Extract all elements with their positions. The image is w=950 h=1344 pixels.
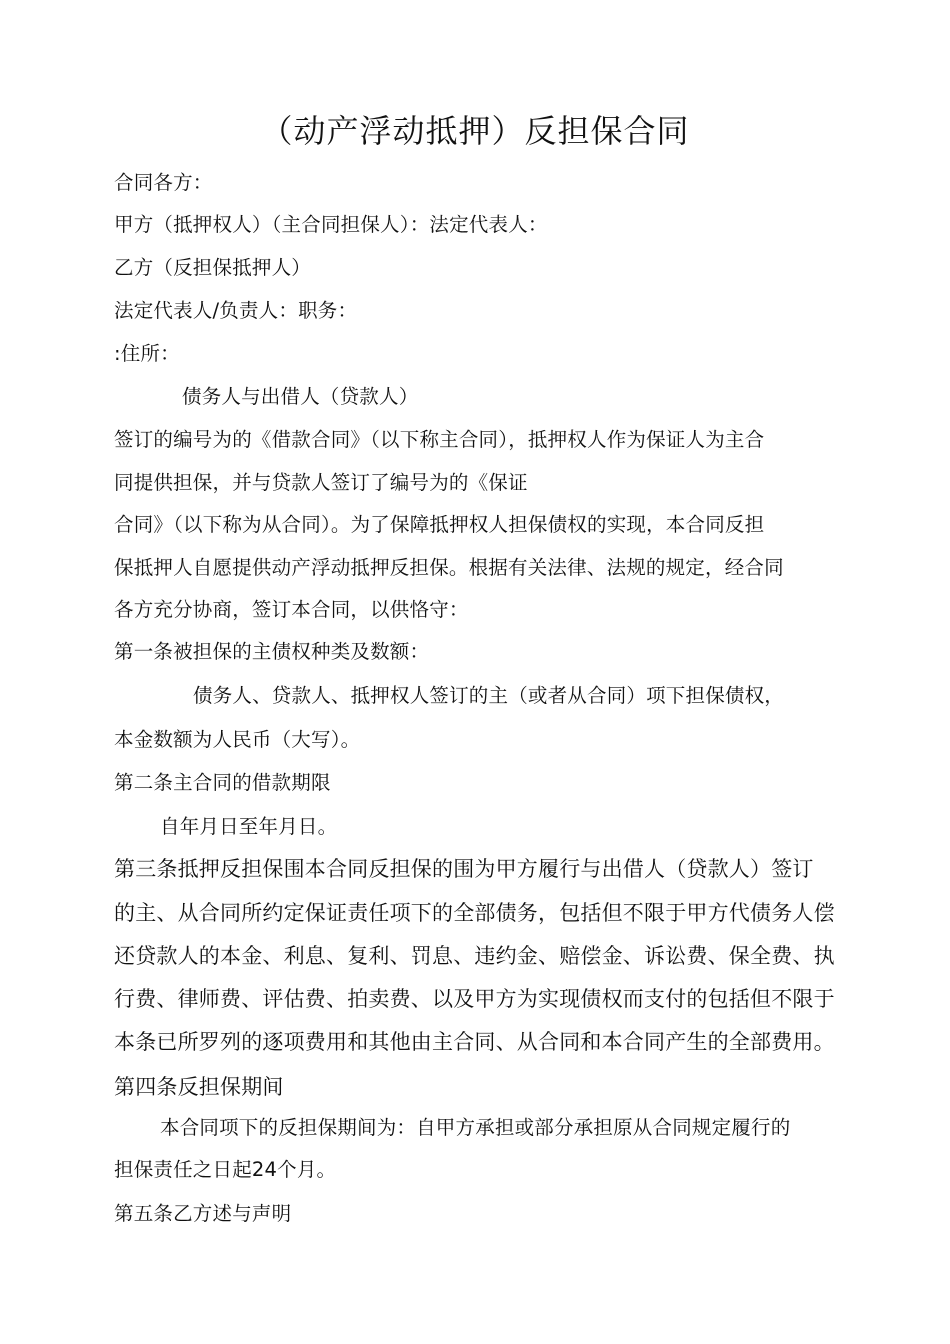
- paragraph-line: 自年月日至年月日。: [160, 815, 338, 838]
- article-1-heading: 第一条被担保的主债权种类及数额：: [114, 640, 430, 663]
- line-address: :住所：: [114, 342, 180, 365]
- paragraph-line: 合同》（以下称为从合同）。为了保障抵押权人担保债权的实现，本合同反担: [114, 513, 765, 536]
- line-representative: 法定代表人/负责人：职务：: [114, 299, 358, 322]
- paragraph-line: 签订的编号为的《借款合同》（以下称主合同），抵押权人作为保证人为主合: [114, 428, 765, 451]
- article-4-heading: 第四条反担保期间: [114, 1075, 284, 1099]
- line-debtor: 债务人与出借人（贷款人）: [182, 385, 419, 408]
- paragraph-line: 各方充分协商，签订本合同，以供恪守：: [114, 598, 469, 621]
- line-party-a: 甲方（抵押权人）（主合同担保人）：法定代表人：: [114, 213, 548, 236]
- paragraph-line: 行费、律师费、评估费、拍卖费、以及甲方为实现债权而支付的包括但不限于: [114, 987, 835, 1011]
- article-3-heading: 第三条抵押反担保围本合同反担保的围为甲方履行与出借人（贷款人）签订: [114, 857, 814, 881]
- paragraph-line: 本合同项下的反担保期间为：自甲方承担或部分承担原从合同规定履行的: [160, 1116, 791, 1139]
- paragraph-line: 的主、从合同所约定保证责任项下的全部债务，包括但不限于甲方代债务人偿: [114, 901, 835, 925]
- line-parties: 合同各方：: [114, 171, 213, 194]
- paragraph-line: 本条已所罗列的逐项费用和其他由主合同、从合同和本合同产生的全部费用。: [114, 1030, 835, 1054]
- paragraph-line: 保抵押人自愿提供动产浮动抵押反担保。根据有关法律、法规的规定，经合同: [114, 556, 784, 579]
- paragraph-line: 还贷款人的本金、利息、复利、罚息、违约金、赔偿金、诉讼费、保全费、执: [114, 944, 835, 968]
- paragraph-line: 本金数额为人民币（大写）。: [114, 728, 361, 751]
- paragraph-line: 同提供担保，并与贷款人签订了编号为的《保证: [114, 471, 528, 494]
- document-title: （动产浮动抵押）反担保合同: [260, 112, 690, 150]
- article-2-heading: 第二条主合同的借款期限: [114, 771, 331, 794]
- paragraph-line: 担保责任之日起24个月。: [114, 1158, 337, 1181]
- article-5-heading: 第五条乙方述与声明: [114, 1202, 292, 1225]
- line-party-b: 乙方（反担保抵押人）: [114, 256, 312, 279]
- paragraph-line: 债务人、贷款人、抵押权人签订的主（或者从合同）项下担保债权，: [193, 684, 785, 707]
